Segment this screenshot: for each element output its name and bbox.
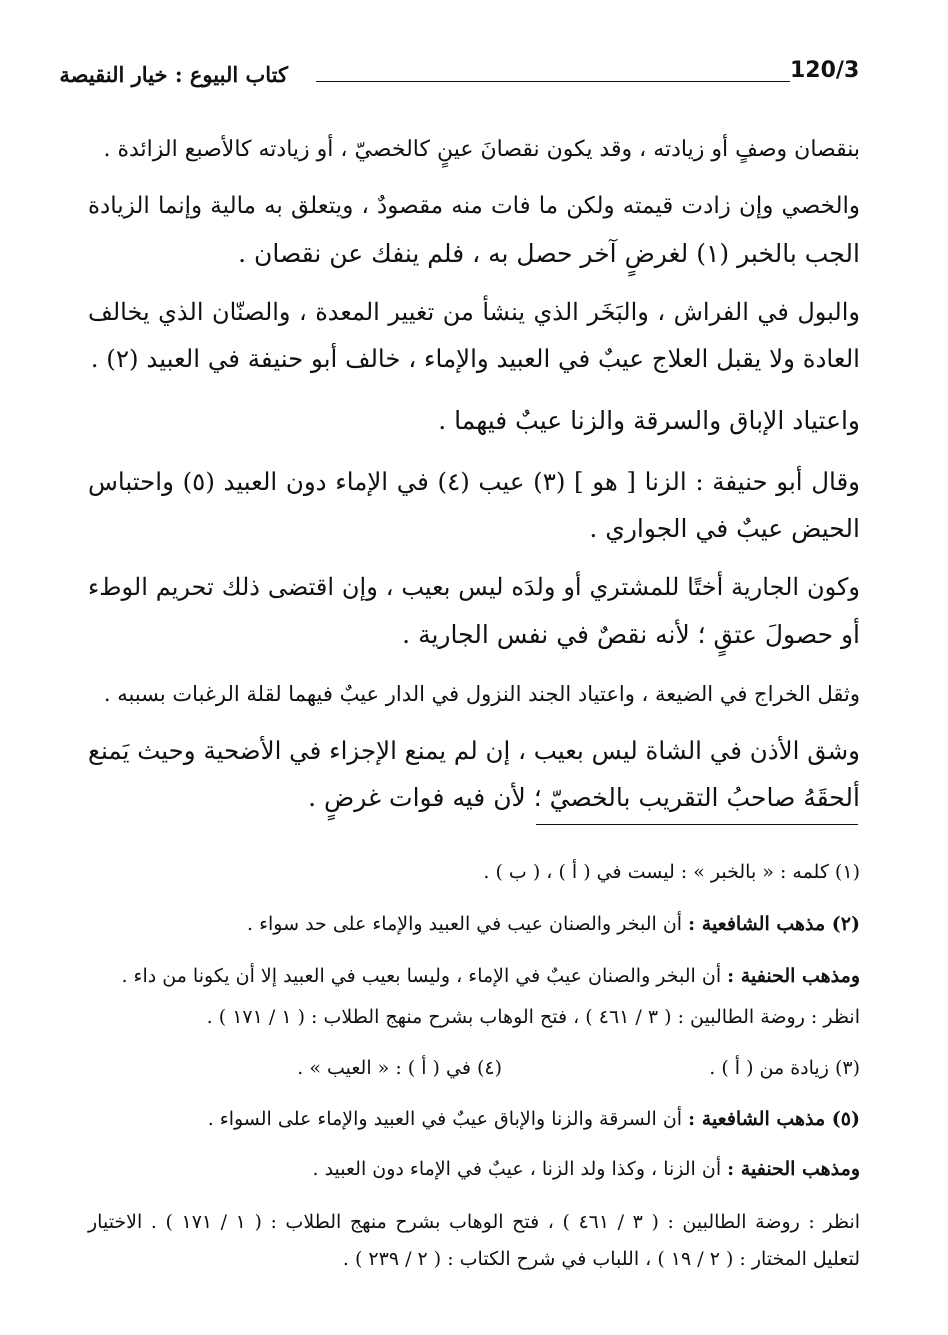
paragraph-6-line-1: وكون الجارية أختًا للمشتري أو ولدَه ليس بعيب ، وإن اقتضى ذلك تحريم الوطء xyxy=(88,573,860,601)
footnote-2-hanafi-text: أن البخر والصنان عيبٌ في الإماء ، وليسا بعيب في العبيد إلا أن يكونا من داء . xyxy=(121,965,722,987)
footnote-5-hanafi-text: أن الزنا ، وكذا ولد الزنا ، عيبٌ في الإماء دون العبيد . xyxy=(312,1158,722,1180)
footnote-3: (٣) زيادة من ( أ ) . xyxy=(709,1057,860,1079)
footnote-5 xyxy=(208,1105,860,1133)
header-rule xyxy=(316,81,790,82)
paragraph-5-line-1: وقال أبو حنيفة : الزنا [ هو ] (٣) عيب (٤) في الإماء دون العبيد (٥) واحتباس xyxy=(88,467,861,496)
page-number: 120/3 xyxy=(790,58,860,83)
paragraph-8-line-2: ألحقَهُ صاحبُ التقريب بالخصيّ ؛ لأن فيه فوات غرضٍ . xyxy=(308,783,860,812)
paragraph-3-line-2: العادة ولا يقبل العلاج عيبٌ في العبيد والإماء ، خالف أبو حنيفة في العبيد (٢) . xyxy=(90,344,860,373)
footnote-2-hanafi-label: ومذهب الحنفية : xyxy=(727,965,860,987)
footnote-2-references: انظر : روضة الطالبين : ( ٣ / ٤٦١ ) ، فتح الوهاب بشرح منهج الطلاب : ( ١ / ١٧١ ) . xyxy=(206,1006,860,1028)
footnote-separator xyxy=(536,824,858,825)
footnote-4: (٤) في ( أ ) : « العيب » . xyxy=(297,1057,502,1079)
paragraph-5-line-2: الحيض عيبٌ في الجواري . xyxy=(589,514,860,543)
paragraph-8-line-1: وشق الأذن في الشاة ليس بعيب ، إن لم يمنع الإجزاء في الأضحية وحيث يَمنع xyxy=(88,736,860,765)
footnote-5-references-line-1: انظر : روضة الطالبين : ( ٣ / ٤٦١ ) ، فتح الوهاب بشرح منهج الطلاب : ( ١ / ١٧١ ) . الاختيار xyxy=(88,1211,861,1233)
footnote-2 xyxy=(247,910,860,938)
paragraph-6-line-2: أو حصولَ عتقٍ ؛ لأنه نقصٌ في نفس الجارية . xyxy=(402,620,860,649)
paragraph-7-line-1: وثقل الخراج في الضيعة ، واعتياد الجند النزول في الدار عيبٌ فيهما لقلة الرغبات بسببه . xyxy=(103,682,860,706)
footnote-2-hanafi xyxy=(121,962,860,990)
footnote-2-label: (٢) مذهب الشافعية : xyxy=(688,913,860,935)
footnote-5-hanafi xyxy=(313,1155,861,1183)
footnote-1: (١) كلمه : « بالخبر » : ليست في ( أ ) ، ( ب ) . xyxy=(483,861,860,883)
paragraph-4-line-1: واعتياد الإباق والسرقة والزنا عيبٌ فيهما . xyxy=(438,406,860,435)
running-title: كتاب البيوع : خيار النقيصة xyxy=(59,62,288,87)
paragraph-2-line-2: الجب بالخبر (١) لغرضٍ آخر حصل به ، فلم ينفك عن نقصان . xyxy=(238,239,860,268)
footnote-5-references-line-2: لتعليل المختار : ( ٢ / ١٩ ) ، اللباب في شرح الكتاب : ( ٢ / ٢٣٩ ) . xyxy=(342,1248,860,1270)
footnote-5-label: (٥) مذهب الشافعية : xyxy=(688,1108,860,1130)
footnote-5-hanafi-label: ومذهب الحنفية : xyxy=(727,1158,860,1180)
paragraph-1-line-1: بنقصان وصفٍ أو زيادته ، وقد يكون نقصانَ عينٍ كالخصيّ ، أو زيادته كالأصبع الزائدة . xyxy=(103,137,860,162)
paragraph-3-line-1: والبول في الفراش ، والبَخَر الذي ينشأ من تغيير المعدة ، والصنّان الذي يخالف xyxy=(88,298,860,326)
footnote-5-text: أن السرقة والزنا والإباق عيبٌ في العبيد والإماء على السواء . xyxy=(207,1108,683,1130)
paragraph-2-line-1: والخصي وإن زادت قيمته ولكن ما فات منه مقصودٌ ، ويتعلق به مالية وإنما الزيادة xyxy=(88,193,860,219)
footnote-2-text: أن البخر والصنان عيب في العبيد والإماء على حد سواء . xyxy=(247,913,683,935)
